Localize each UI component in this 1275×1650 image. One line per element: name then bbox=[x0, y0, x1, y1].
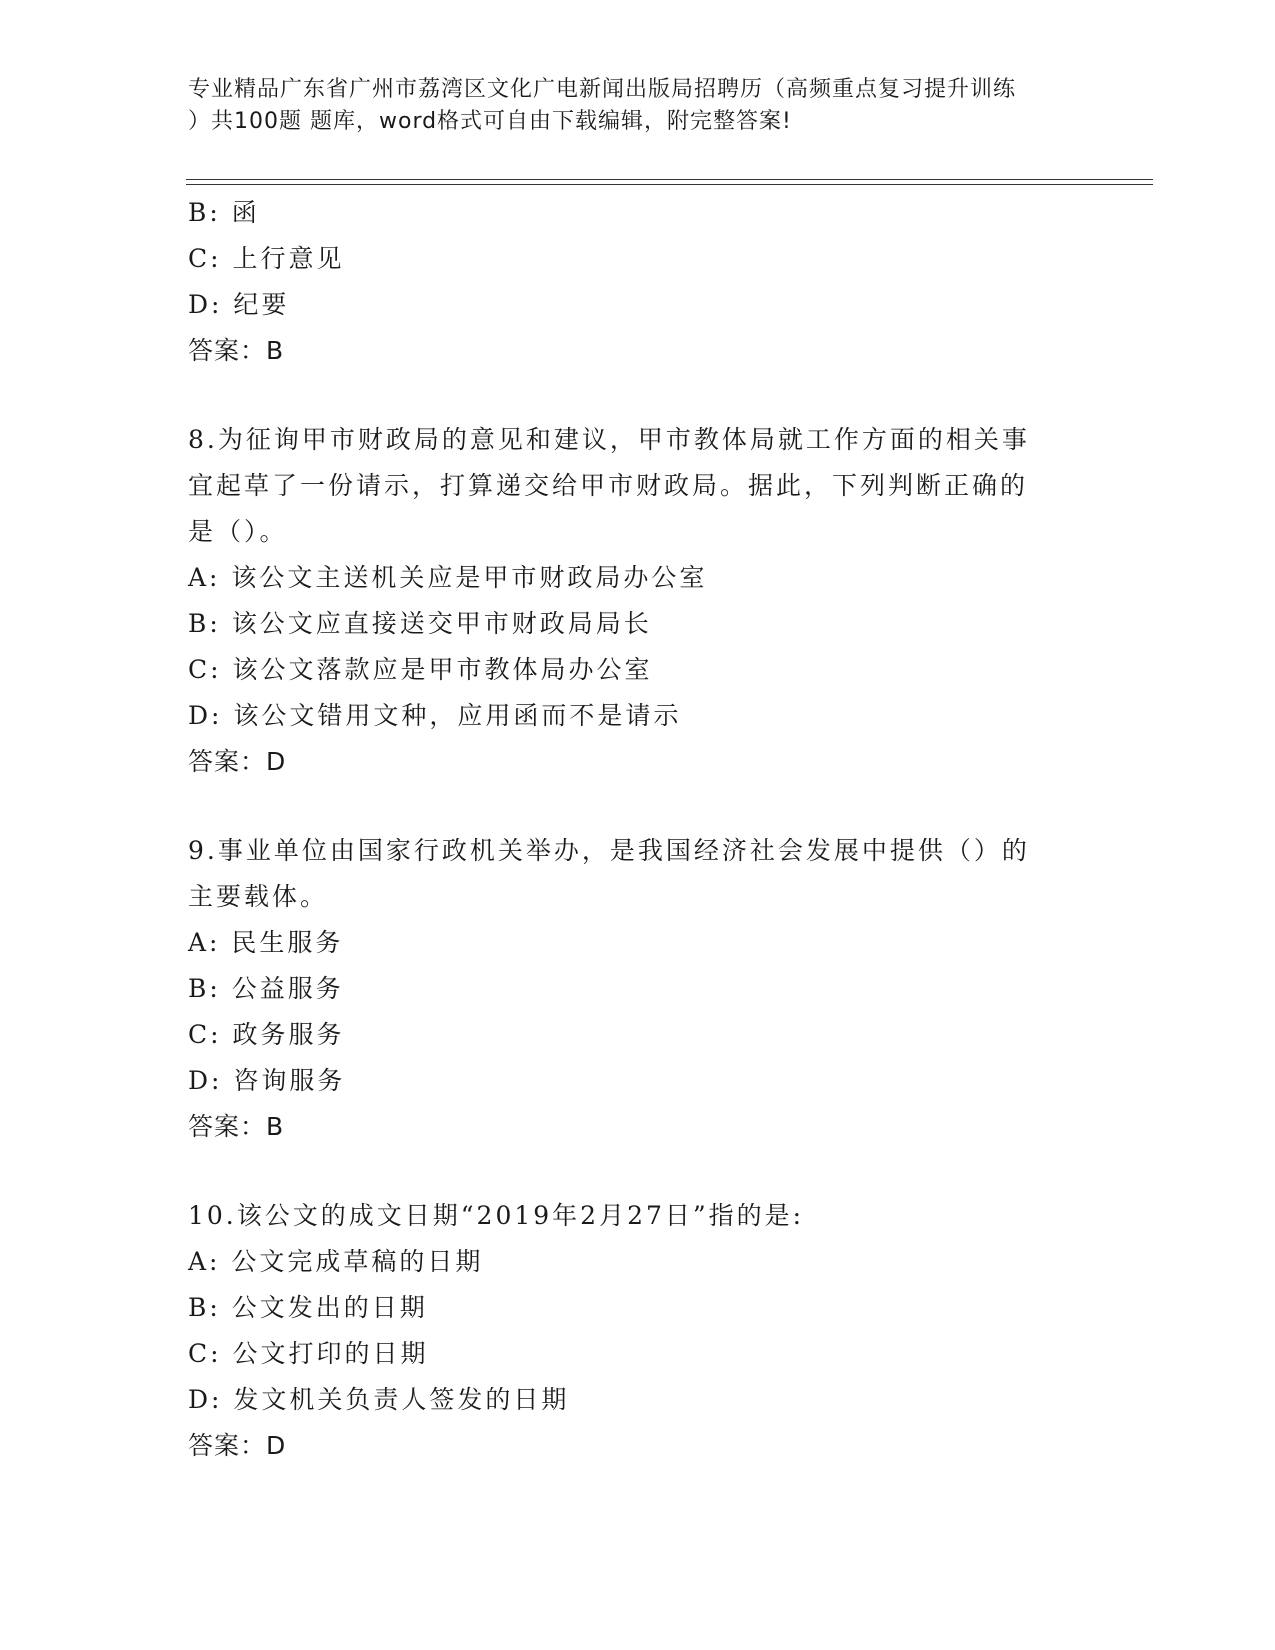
option-d: D: 发文机关负责人签发的日期 bbox=[188, 1385, 570, 1414]
option-a: A: 该公文主送机关应是甲市财政局办公室 bbox=[188, 563, 708, 592]
option-c: C: 上行意见 bbox=[188, 244, 345, 273]
question-9-text-line-2: 主要载体。 bbox=[188, 882, 329, 911]
question-9-text-line-1: 9.事业单位由国家行政机关举办，是我国经济社会发展中提供（）的 bbox=[188, 836, 1030, 865]
answer-line: 答案：D bbox=[188, 747, 287, 776]
header-divider-top bbox=[186, 179, 1153, 180]
option-b: B: 函 bbox=[188, 198, 260, 227]
option-b: B: 公文发出的日期 bbox=[188, 1293, 428, 1322]
option-a: A: 民生服务 bbox=[188, 928, 344, 957]
header-line-2: ）共100题 题库，word格式可自由下载编辑，附完整答案! bbox=[188, 109, 792, 134]
option-a: A: 公文完成草稿的日期 bbox=[188, 1247, 484, 1276]
prev-question-block bbox=[188, 190, 1088, 374]
question-8-text-line-1: 8.为征询甲市财政局的意见和建议，甲市教体局就工作方面的相关事 bbox=[188, 425, 1030, 454]
option-d: D: 纪要 bbox=[188, 290, 290, 319]
header-divider-bottom bbox=[186, 184, 1153, 185]
question-10-text-line-1: 10.该公文的成文日期“2019年2月27日”指的是: bbox=[188, 1201, 805, 1230]
option-c: C: 政务服务 bbox=[188, 1020, 345, 1049]
option-c: C: 公文打印的日期 bbox=[188, 1339, 429, 1368]
question-content bbox=[188, 190, 1088, 1469]
option-d: D: 咨询服务 bbox=[188, 1066, 346, 1095]
answer-line: 答案：B bbox=[188, 1112, 285, 1141]
question-8-text-line-2: 宜起草了一份请示，打算递交给甲市财政局。据此，下列判断正确的 bbox=[188, 471, 1029, 500]
option-d: D: 该公文错用文种，应用函而不是请示 bbox=[188, 701, 682, 730]
question-8-block bbox=[188, 417, 1088, 785]
question-9-block bbox=[188, 828, 1088, 1150]
option-c: C: 该公文落款应是甲市教体局办公室 bbox=[188, 655, 653, 684]
header-line-1: 专业精品广东省广州市荔湾区文化广电新闻出版局招聘历（高频重点复习提升训练 bbox=[188, 77, 1017, 102]
question-8-text-line-3: 是（）。 bbox=[188, 517, 288, 546]
answer-line: 答案：B bbox=[188, 336, 285, 365]
option-b: B: 该公文应直接送交甲市财政局局长 bbox=[188, 609, 652, 638]
question-10-block bbox=[188, 1193, 1088, 1469]
page-header bbox=[188, 74, 1088, 138]
answer-line: 答案：D bbox=[188, 1431, 287, 1460]
option-b: B: 公益服务 bbox=[188, 974, 344, 1003]
